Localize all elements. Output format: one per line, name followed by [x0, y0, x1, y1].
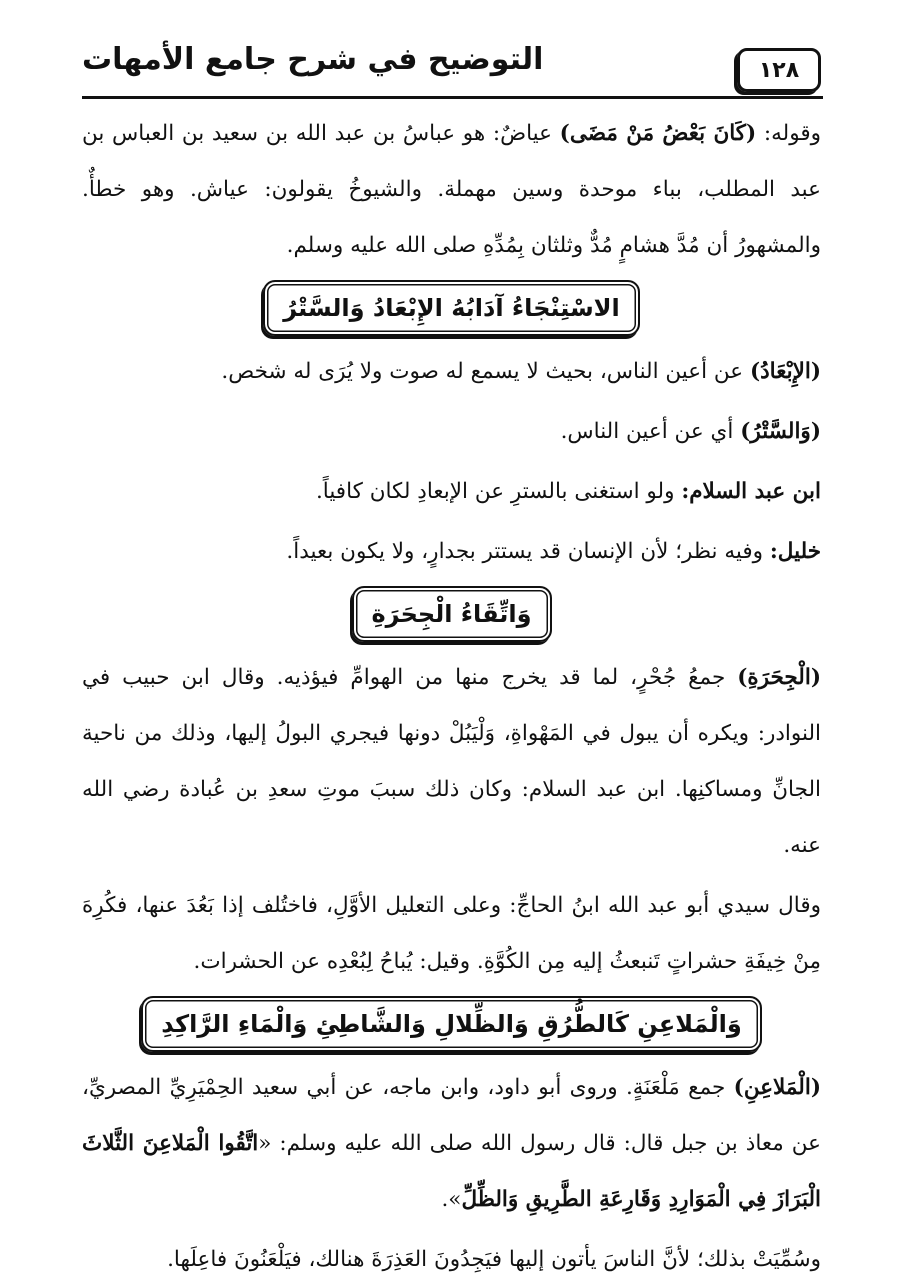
paragraph-8-close: ». [441, 1187, 462, 1212]
term-jihara: (الْجِحَرَةِ) [737, 665, 821, 690]
hadith-quote: اتَّقُوا الْمَلاعِنَ الثَّلاثَ الْبَرَازَ فِي الْمَوَارِدِ وَقَارِعَةِ الطَّرِيقِ وَالظِّلِّ [82, 1131, 821, 1212]
term-malaain: (الْمَلاعِنِ) [733, 1075, 821, 1100]
paragraph-8-text: جمع مَلْعَنَةٍ. وروى أبو داود، وابن ماجه، عن أبي سعيد الحِمْيَرِيِّ المصريِّ، عن معاذ بن جبل قال: قال رسول الله صلى الله عليه وسلم: « [82, 1075, 821, 1156]
paragraph-6-text: جمعُ جُحْرٍ، لما قد يخرج منها من الهوامِّ فيؤذيه. وقال ابن حبيب في النوادر: ويكره أن يبول في المَهْواةِ، وَلْيَبُلْ دونها فيجري البولُ إليها، وذلك من ناحية الجانِّ ومساكنِها. ابن عبد السلام: وكان ذلك سببَ موتِ سعدِ بن عُبادة رضي الله عنه. [82, 665, 821, 858]
section-heading-malaain: وَالْمَلاعِنِ كَالطُّرُقِ وَالظِّلالِ وَالشَّاطِئِ وَالْمَاءِ الرَّاكِدِ [141, 996, 762, 1052]
paragraph-9-text: وسُمِّيَتْ بذلك؛ لأنَّ الناسَ يأتون إليها فيَجِدُونَ العَذِرَةَ هنالك، فيَلْعَنُونَ فاعِلَها. [167, 1247, 821, 1272]
paragraph-3-text: أي عن أعين الناس. [560, 419, 741, 444]
speaker-khalil: خليل: [769, 539, 821, 564]
book-title: التوضيح في شرح جامع الأمهات [82, 42, 544, 77]
paragraph-1-intro: وقوله: [756, 121, 821, 146]
term-satr: (وَالسَّتْرُ) [740, 419, 821, 444]
page-number: ١٢٨ [737, 48, 821, 92]
page-header [82, 36, 821, 98]
section-heading-istinja: الاسْتِنْجَاءُ آدَابُهُ الإِبْعَادُ وَالسَّتْرُ [263, 280, 640, 336]
paragraph-9 [82, 1232, 821, 1288]
speaker-ibn-abd-alsalam: ابن عبد السلام: [681, 479, 821, 504]
paragraph-2-text: عن أعين الناس، بحيث لا يسمع له صوت ولا يُرَى له شخص. [221, 359, 750, 384]
paragraph-2 [82, 344, 821, 400]
paragraph-7 [82, 878, 821, 990]
paragraph-7-text: وقال سيدي أبو عبد الله ابنُ الحاجِّ: وعلى التعليل الأوَّلِ، فاختُلف إذا بَعُدَ عنها، فكُرِهَ مِنْ خِيفَةِ حشراتٍ تَنبعثُ إليه مِن الكُوَّةِ. وقيل: يُباحُ لِبُعْدِه عن الحشرات. [82, 893, 821, 974]
paragraph-1 [82, 106, 821, 274]
paragraph-6 [82, 650, 821, 874]
paragraph-5 [82, 524, 821, 580]
paragraph-5-text: وفيه نظر؛ لأن الإنسان قد يستتر بجدارٍ، ولا يكون بعيداً. [286, 539, 770, 564]
paragraph-4-text: ولو استغنى بالسترِ عن الإبعادِ لكان كافياً. [315, 479, 682, 504]
section-heading-jihara: وَاتِّقَاءُ الْجِحَرَةِ [352, 586, 552, 642]
paragraph-1-text: عياضٌ: هو عباسُ بن عبد الله بن سعيد بن العباس بن عبد المطلب، بباء موحدة وسين مهملة. والشيوخُ يقولون: عياش. وهو خطأٌ. والمشهورُ أن مُدَّ هشامٍ مُدٌّ وثلثان بِمُدِّهِ صلى الله عليه وسلم. [82, 121, 821, 258]
quoted-term: (كَانَ بَعْضُ مَنْ مَضَى) [559, 121, 757, 146]
paragraph-4 [82, 464, 821, 520]
paragraph-8 [82, 1060, 821, 1228]
header-divider [82, 96, 823, 99]
page-body [82, 106, 821, 1288]
term-ibaad: (الإِبْعَادُ) [749, 359, 821, 384]
paragraph-3 [82, 404, 821, 460]
